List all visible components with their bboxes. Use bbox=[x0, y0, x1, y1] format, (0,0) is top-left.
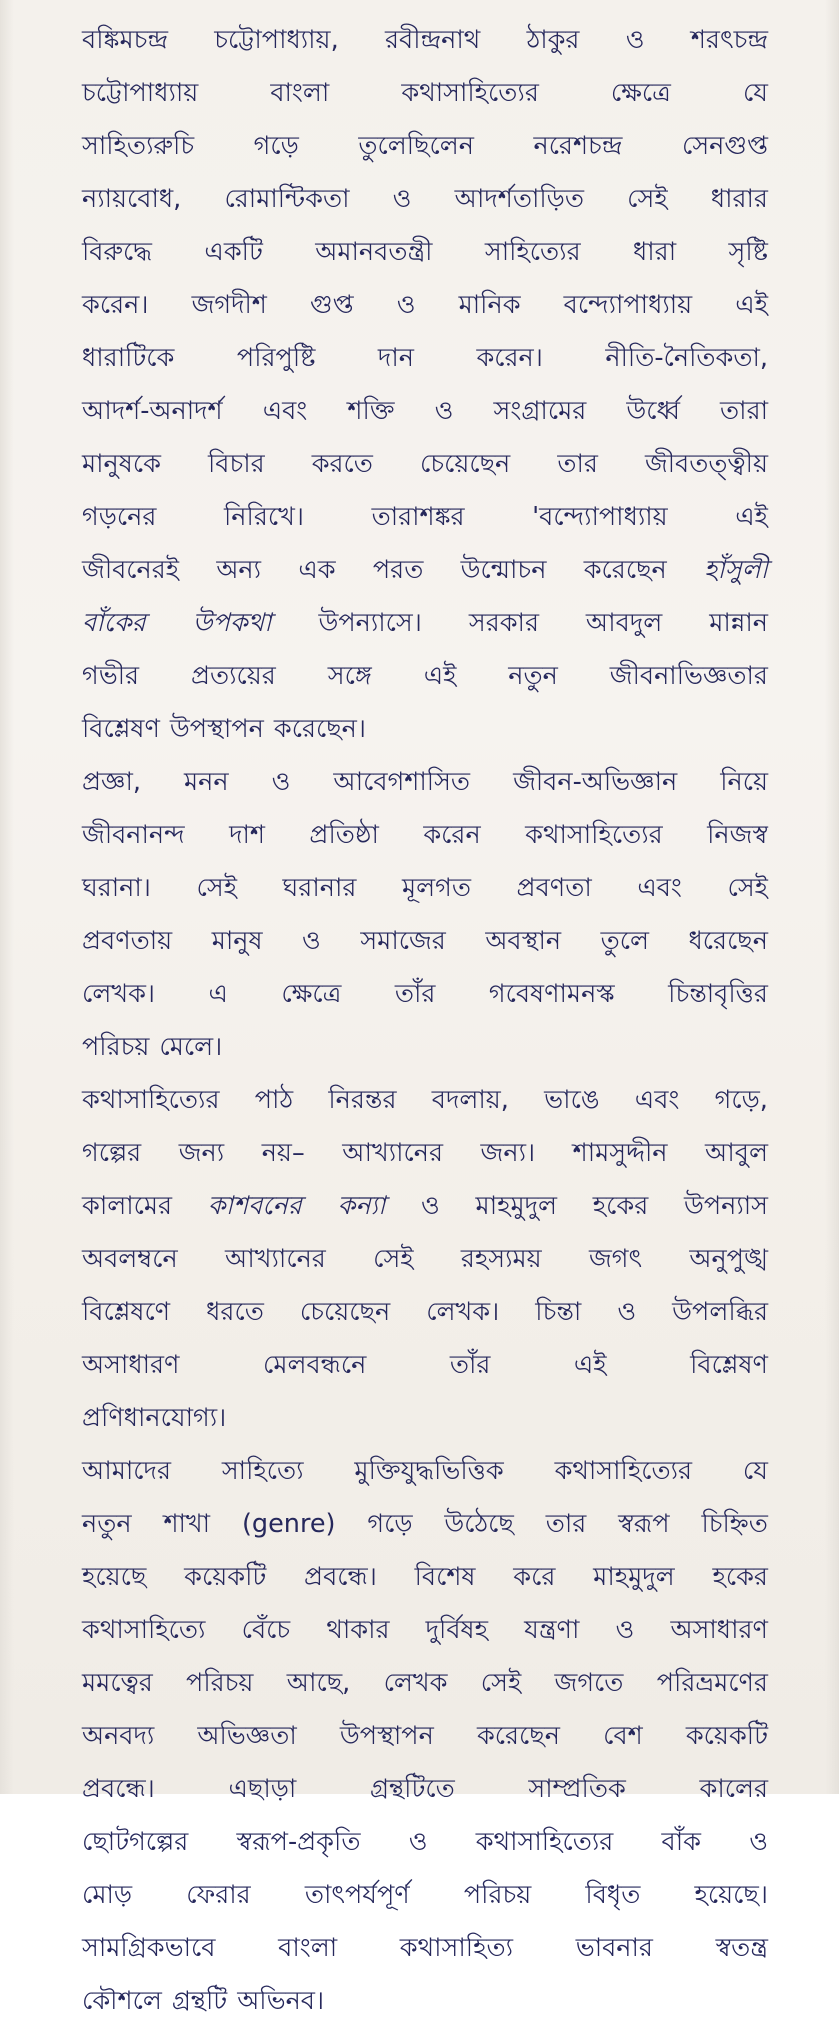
text-line: কালামের কাশবনের কন্যা ও মাহমুদুল হকের উপন্যাস bbox=[82, 1191, 768, 1221]
text-line: আদর্শ-অনাদর্শ এবং শক্তি ও সংগ্রামের উর্ধ্বে তারা bbox=[82, 396, 768, 426]
page-edge-shadow-right bbox=[825, 0, 839, 1794]
text-line: নতুন শাখা (genre) গড়ে উঠেছে তার স্বরূপ চিহ্নিত bbox=[82, 1509, 768, 1539]
text-line: করেন। জগদীশ গুপ্ত ও মানিক বন্দ্যোপাধ্যায় এই bbox=[82, 290, 768, 320]
text-line: মমত্বের পরিচয় আছে, লেখক সেই জগতে পরিভ্রমণের bbox=[82, 1668, 768, 1698]
text-line: ন্যায়বোধ, রোমান্টিকতা ও আদর্শতাড়িত সেই ধারার bbox=[82, 184, 768, 214]
text-line: ঘরানা। সেই ঘরানার মূলগত প্রবণতা এবং সেই bbox=[82, 873, 768, 903]
text-line: জীবনেরই অন্য এক পরত উন্মোচন করেছেন হাঁসুলী bbox=[82, 555, 768, 585]
text-line: ছোটগল্পের স্বরূপ-প্রকৃতি ও কথাসাহিত্যের বাঁক ও bbox=[82, 1827, 768, 1857]
paragraph bbox=[82, 1074, 768, 1445]
text-line: সামগ্রিকভাবে বাংলা কথাসাহিত্য ভাবনার স্বতন্ত্র bbox=[82, 1933, 768, 1963]
text-line: মানুষকে বিচার করতে চেয়েছেন তার জীবতত্ত্বীয় bbox=[82, 449, 768, 479]
text-line: বঙ্কিমচন্দ্র চট্টোপাধ্যায়, রবীন্দ্রনাথ ঠাকুর ও শরৎচন্দ্র bbox=[82, 25, 768, 55]
text-line: হয়েছে কয়েকটি প্রবন্ধে। বিশেষ করে মাহমুদুল হকের bbox=[82, 1562, 768, 1592]
text-line: প্রবন্ধে। এছাড়া গ্রন্থটিতে সাম্প্রতিক কালের bbox=[82, 1774, 768, 1804]
text-line: বিশ্লেষণ উপস্থাপন করেছেন। bbox=[82, 714, 367, 744]
text-line: বাঁকের উপকথা উপন্যাসে। সরকার আবদুল মান্নান bbox=[82, 608, 768, 638]
text-line: অনবদ্য অভিজ্ঞতা উপস্থাপন করেছেন বেশ কয়েকটি bbox=[82, 1721, 768, 1751]
text-line: প্রজ্ঞা, মনন ও আবেগশাসিত জীবন-অভিজ্ঞান নিয়ে bbox=[82, 767, 768, 797]
text-line: গভীর প্রত্যয়ের সঙ্গে এই নতুন জীবনাভিজ্ঞতার bbox=[82, 661, 768, 691]
text-line: অসাধারণ মেলবন্ধনে তাঁর এই বিশ্লেষণ bbox=[82, 1350, 768, 1380]
text-line: গড়নের নিরিখে। তারাশঙ্কর 'বন্দ্যোপাধ্যায় এই bbox=[82, 502, 768, 532]
page-edge-shadow-left bbox=[0, 0, 14, 1794]
paragraph bbox=[82, 1445, 768, 2028]
text-line: প্রবণতায় মানুষ ও সমাজের অবস্থান তুলে ধরেছেন bbox=[82, 926, 768, 956]
text-line: সাহিত্যরুচি গড়ে তুলেছিলেন নরেশচন্দ্র সেনগুপ্ত bbox=[82, 131, 768, 161]
text-line: অবলম্বনে আখ্যানের সেই রহস্যময় জগৎ অনুপুঙ্খ bbox=[82, 1244, 768, 1274]
text-line: ধারাটিকে পরিপুষ্টি দান করেন। নীতি-নৈতিকতা, bbox=[82, 343, 768, 373]
text-line: মোড় ফেরার তাৎপর্যপূর্ণ পরিচয় বিধৃত হয়েছে। bbox=[82, 1880, 768, 1910]
text-line: চট্টোপাধ্যায় বাংলা কথাসাহিত্যের ক্ষেত্রে যে bbox=[82, 78, 768, 108]
paragraph bbox=[82, 756, 768, 1074]
text-line: বিশ্লেষণে ধরতে চেয়েছেন লেখক। চিন্তা ও উপলব্ধির bbox=[82, 1297, 768, 1327]
text-line: লেখক। এ ক্ষেত্রে তাঁর গবেষণামনস্ক চিন্তাবৃত্তির bbox=[82, 979, 768, 1009]
text-line: বিরুদ্ধে একটি অমানবতন্ত্রী সাহিত্যের ধারা সৃষ্টি bbox=[82, 237, 768, 267]
text-line: প্রণিধানযোগ্য। bbox=[82, 1403, 227, 1433]
text-line: কথাসাহিত্যের পাঠ নিরন্তর বদলায়, ভাঙে এবং গড়ে, bbox=[82, 1085, 768, 1115]
text-line: জীবনানন্দ দাশ প্রতিষ্ঠা করেন কথাসাহিত্যের নিজস্ব bbox=[82, 820, 768, 850]
paragraph bbox=[82, 14, 768, 756]
text-line: কথাসাহিত্যে বেঁচে থাকার দুর্বিষহ যন্ত্রণা ও অসাধারণ bbox=[82, 1615, 768, 1645]
text-line: গল্পের জন্য নয়– আখ্যানের জন্য। শামসুদ্দীন আবুল bbox=[82, 1138, 768, 1168]
text-line: আমাদের সাহিত্যে মুক্তিযুদ্ধভিত্তিক কথাসাহিত্যের যে bbox=[82, 1456, 768, 1486]
body-text bbox=[82, 14, 768, 2028]
text-line: পরিচয় মেলে। bbox=[82, 1032, 223, 1062]
text-line: কৌশলে গ্রন্থটি অভিনব। bbox=[82, 1986, 325, 2016]
